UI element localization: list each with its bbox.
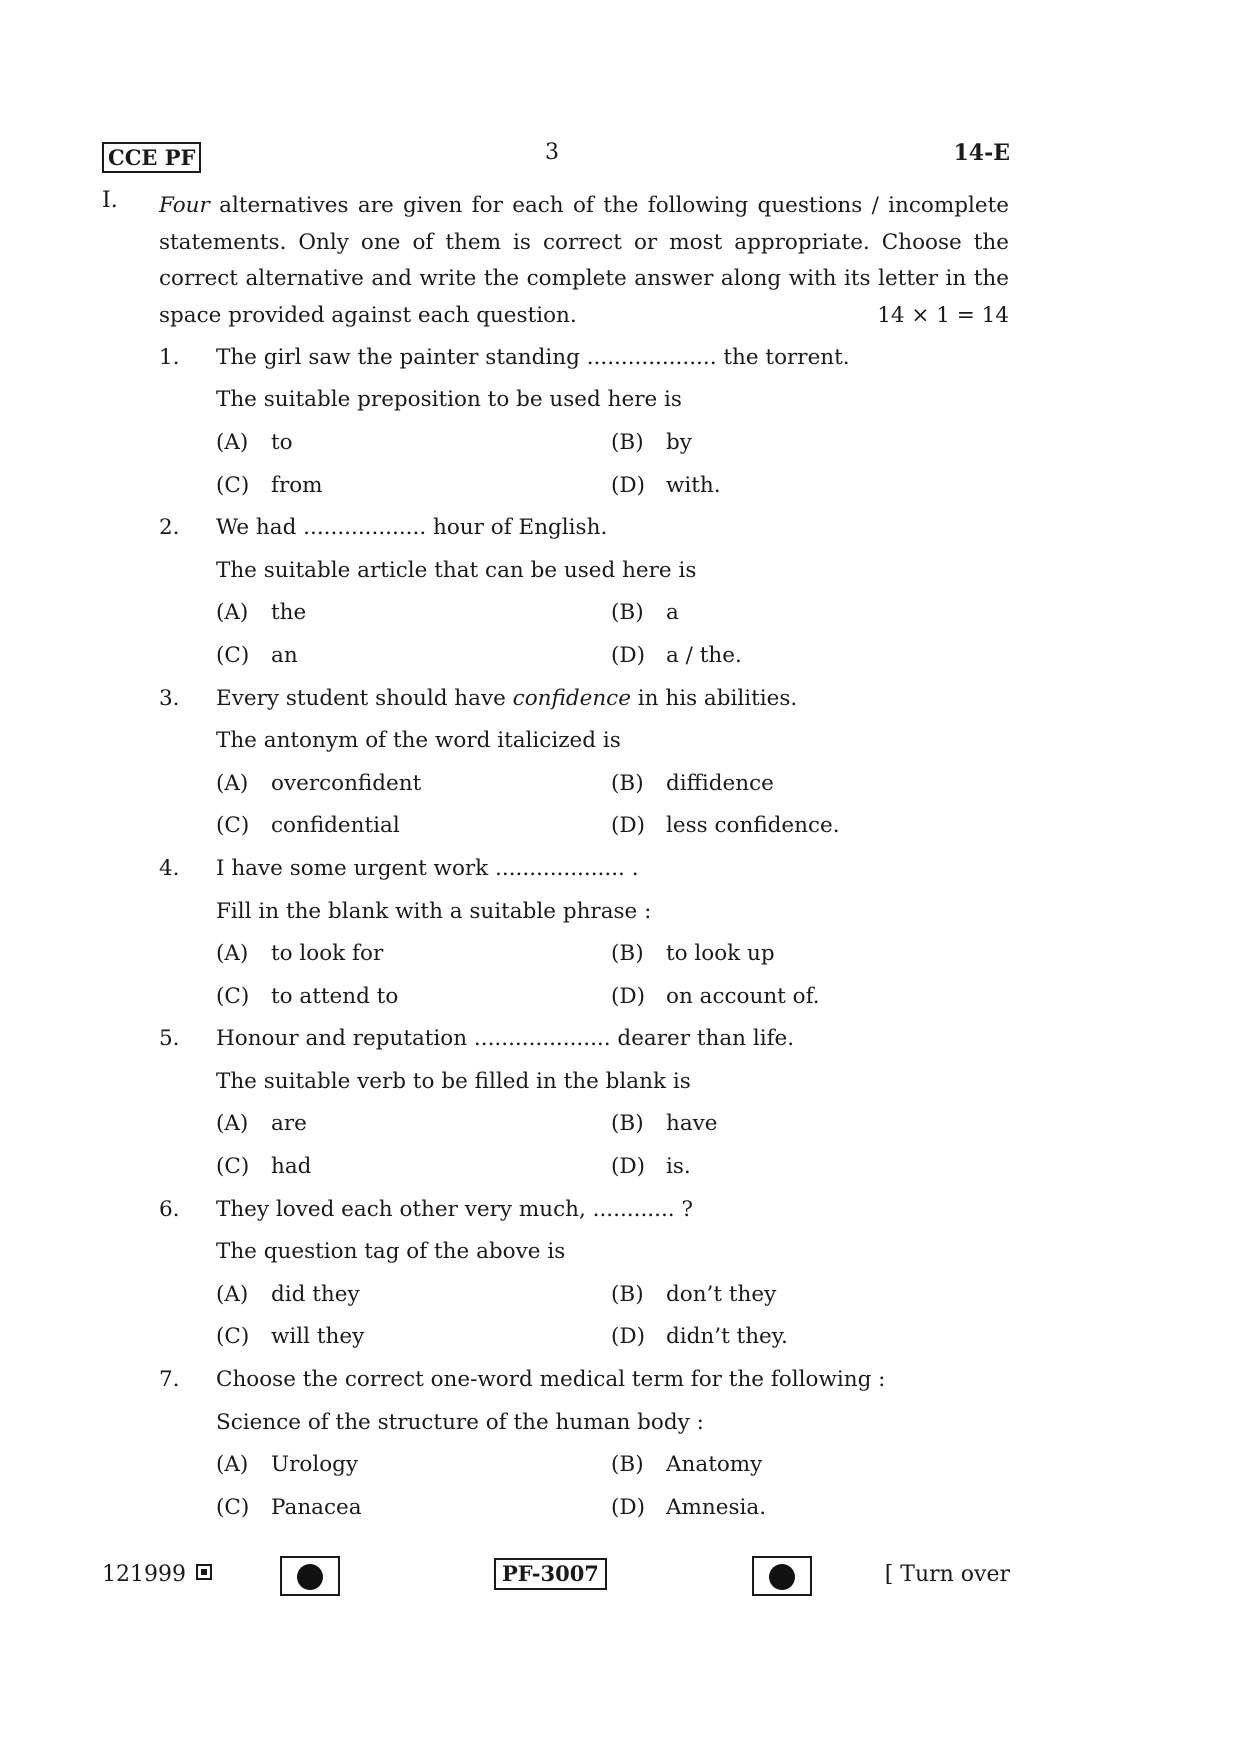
- question: [159, 1188, 1009, 1358]
- option-a: [216, 1452, 611, 1477]
- question: [159, 506, 1009, 676]
- option-text: had: [271, 1154, 312, 1180]
- option-text: to look for: [271, 941, 384, 967]
- option-label: (A): [216, 1111, 249, 1137]
- option-label: (C): [216, 472, 250, 498]
- option-b: [611, 600, 1006, 625]
- option-label: (D): [611, 1324, 646, 1350]
- option-text: an: [271, 642, 298, 668]
- option-c: [216, 984, 611, 1009]
- option-text: to: [271, 429, 293, 455]
- section-number: I.: [102, 188, 118, 213]
- option-d: [611, 1495, 1006, 1520]
- option-text: diffidence: [666, 770, 774, 796]
- option-d: [611, 473, 1006, 498]
- registration-mark-right: [752, 1556, 812, 1596]
- option-label: (C): [216, 1154, 250, 1180]
- instruction-text: alternatives are given for each of the following questions / incomplete statements. Only one of them is correct or most appropriate. Choose the correct alternative and write the complete answer along with its letter in the space provided against each question.: [159, 193, 1009, 328]
- question: [159, 1018, 1009, 1188]
- square-dot-icon: [196, 1564, 212, 1580]
- option-a: [216, 430, 611, 455]
- filled-circle-icon: [297, 1564, 323, 1590]
- page-footer: [102, 1556, 1010, 1604]
- option-label: (D): [611, 472, 646, 498]
- option-text: Panacea: [271, 1494, 362, 1520]
- option-label: (B): [611, 1111, 644, 1137]
- question: [159, 1358, 1009, 1528]
- section-instructions: [159, 188, 1009, 334]
- question-number: 1.: [159, 344, 180, 370]
- option-b: [611, 941, 1006, 966]
- question-prompt: The antonym of the word italicized is: [216, 728, 621, 754]
- option-label: (A): [216, 1281, 249, 1307]
- option-label: (B): [611, 770, 644, 796]
- option-label: (C): [216, 1324, 250, 1350]
- option-label: (B): [611, 1281, 644, 1307]
- section-marks: 14 × 1 = 14: [877, 302, 1009, 328]
- option-a: [216, 1282, 611, 1307]
- page-number: 3: [545, 140, 559, 165]
- question-prompt: The suitable preposition to be used here is: [216, 387, 682, 413]
- option-label: (B): [611, 600, 644, 626]
- option-label: (C): [216, 983, 250, 1009]
- option-label: (B): [611, 941, 644, 967]
- option-a: [216, 941, 611, 966]
- question-stem: Honour and reputation .................... dearer than life.: [216, 1026, 795, 1052]
- option-label: (D): [611, 1154, 646, 1180]
- turn-over-note: [ Turn over: [884, 1562, 1010, 1587]
- question-number: 4.: [159, 855, 180, 881]
- question-prompt: The suitable article that can be used here is: [216, 557, 697, 583]
- option-label: (B): [611, 429, 644, 455]
- option-a: [216, 771, 611, 796]
- question: [159, 336, 1009, 506]
- option-text: is.: [666, 1154, 691, 1180]
- option-text: a / the.: [666, 642, 742, 668]
- option-text: from: [271, 472, 323, 498]
- option-text: by: [666, 429, 692, 455]
- option-b: [611, 1282, 1006, 1307]
- option-label: (A): [216, 1452, 249, 1478]
- option-a: [216, 1111, 611, 1136]
- question: [159, 847, 1009, 1017]
- option-text: overconfident: [271, 770, 422, 796]
- option-c: [216, 1154, 611, 1179]
- option-d: [611, 1324, 1006, 1349]
- option-label: (A): [216, 429, 249, 455]
- question-number: 2.: [159, 515, 180, 541]
- option-label: (D): [611, 1494, 646, 1520]
- option-text: Amnesia.: [666, 1494, 767, 1520]
- question-stem: They loved each other very much, ............ ?: [216, 1196, 693, 1222]
- question-stem: I have some urgent work ................... .: [216, 855, 639, 881]
- option-b: [611, 430, 1006, 455]
- question-prompt: Fill in the blank with a suitable phrase :: [216, 898, 652, 924]
- option-label: (D): [611, 813, 646, 839]
- option-text: Urology: [271, 1452, 359, 1478]
- option-label: (C): [216, 813, 250, 839]
- option-d: [611, 643, 1006, 668]
- option-c: [216, 1324, 611, 1349]
- question-number: 5.: [159, 1026, 180, 1052]
- option-label: (A): [216, 600, 249, 626]
- option-text: did they: [271, 1281, 360, 1307]
- question-number: 7.: [159, 1367, 180, 1393]
- instruction-lead: Four: [159, 193, 210, 218]
- option-label: (C): [216, 642, 250, 668]
- question-prompt: The question tag of the above is: [216, 1239, 566, 1265]
- exam-code-box: CCE PF: [102, 142, 201, 173]
- question-stem: Choose the correct one-word medical term for the following :: [216, 1367, 886, 1393]
- option-text: less confidence.: [666, 813, 840, 839]
- option-a: [216, 600, 611, 625]
- option-b: [611, 1452, 1006, 1477]
- option-text: have: [666, 1111, 718, 1137]
- question-stem: The girl saw the painter standing ................... the torrent.: [216, 344, 850, 370]
- option-c: [216, 1495, 611, 1520]
- option-text: will they: [271, 1324, 365, 1350]
- option-text: are: [271, 1111, 307, 1137]
- option-d: [611, 1154, 1006, 1179]
- question-stem: We had .................. hour of English.: [216, 515, 608, 541]
- option-label: (B): [611, 1452, 644, 1478]
- question-stem: Every student should have confidence in his abilities.: [216, 685, 798, 711]
- question-number: 3.: [159, 685, 180, 711]
- option-label: (D): [611, 983, 646, 1009]
- question-prompt: Science of the structure of the human body :: [216, 1409, 704, 1435]
- option-text: to look up: [666, 941, 775, 967]
- option-text: Anatomy: [666, 1452, 763, 1478]
- option-text: don’t they: [666, 1281, 777, 1307]
- option-text: to attend to: [271, 983, 399, 1009]
- option-c: [216, 813, 611, 838]
- option-c: [216, 643, 611, 668]
- paper-code-box: PF-3007: [494, 1558, 607, 1590]
- option-text: on account of.: [666, 983, 820, 1009]
- option-label: (D): [611, 642, 646, 668]
- italic-word: confidence: [512, 685, 631, 711]
- option-text: confidential: [271, 813, 400, 839]
- option-text: didn’t they.: [666, 1324, 788, 1350]
- question-prompt: The suitable verb to be filled in the blank is: [216, 1068, 691, 1094]
- option-text: with.: [666, 472, 721, 498]
- option-text: a: [666, 600, 679, 626]
- option-c: [216, 473, 611, 498]
- filled-circle-icon: [769, 1564, 795, 1590]
- footer-code: 121999: [102, 1562, 186, 1587]
- option-d: [611, 813, 1006, 838]
- question-list: [159, 336, 1009, 1529]
- option-b: [611, 1111, 1006, 1136]
- option-text: the: [271, 600, 307, 626]
- page-header: [102, 138, 1010, 178]
- registration-mark-left: [280, 1556, 340, 1596]
- option-label: (A): [216, 770, 249, 796]
- option-d: [611, 984, 1006, 1009]
- option-label: (C): [216, 1494, 250, 1520]
- option-label: (A): [216, 941, 249, 967]
- question: [159, 677, 1009, 847]
- option-b: [611, 771, 1006, 796]
- question-number: 6.: [159, 1196, 180, 1222]
- subject-code: 14-E: [953, 140, 1010, 166]
